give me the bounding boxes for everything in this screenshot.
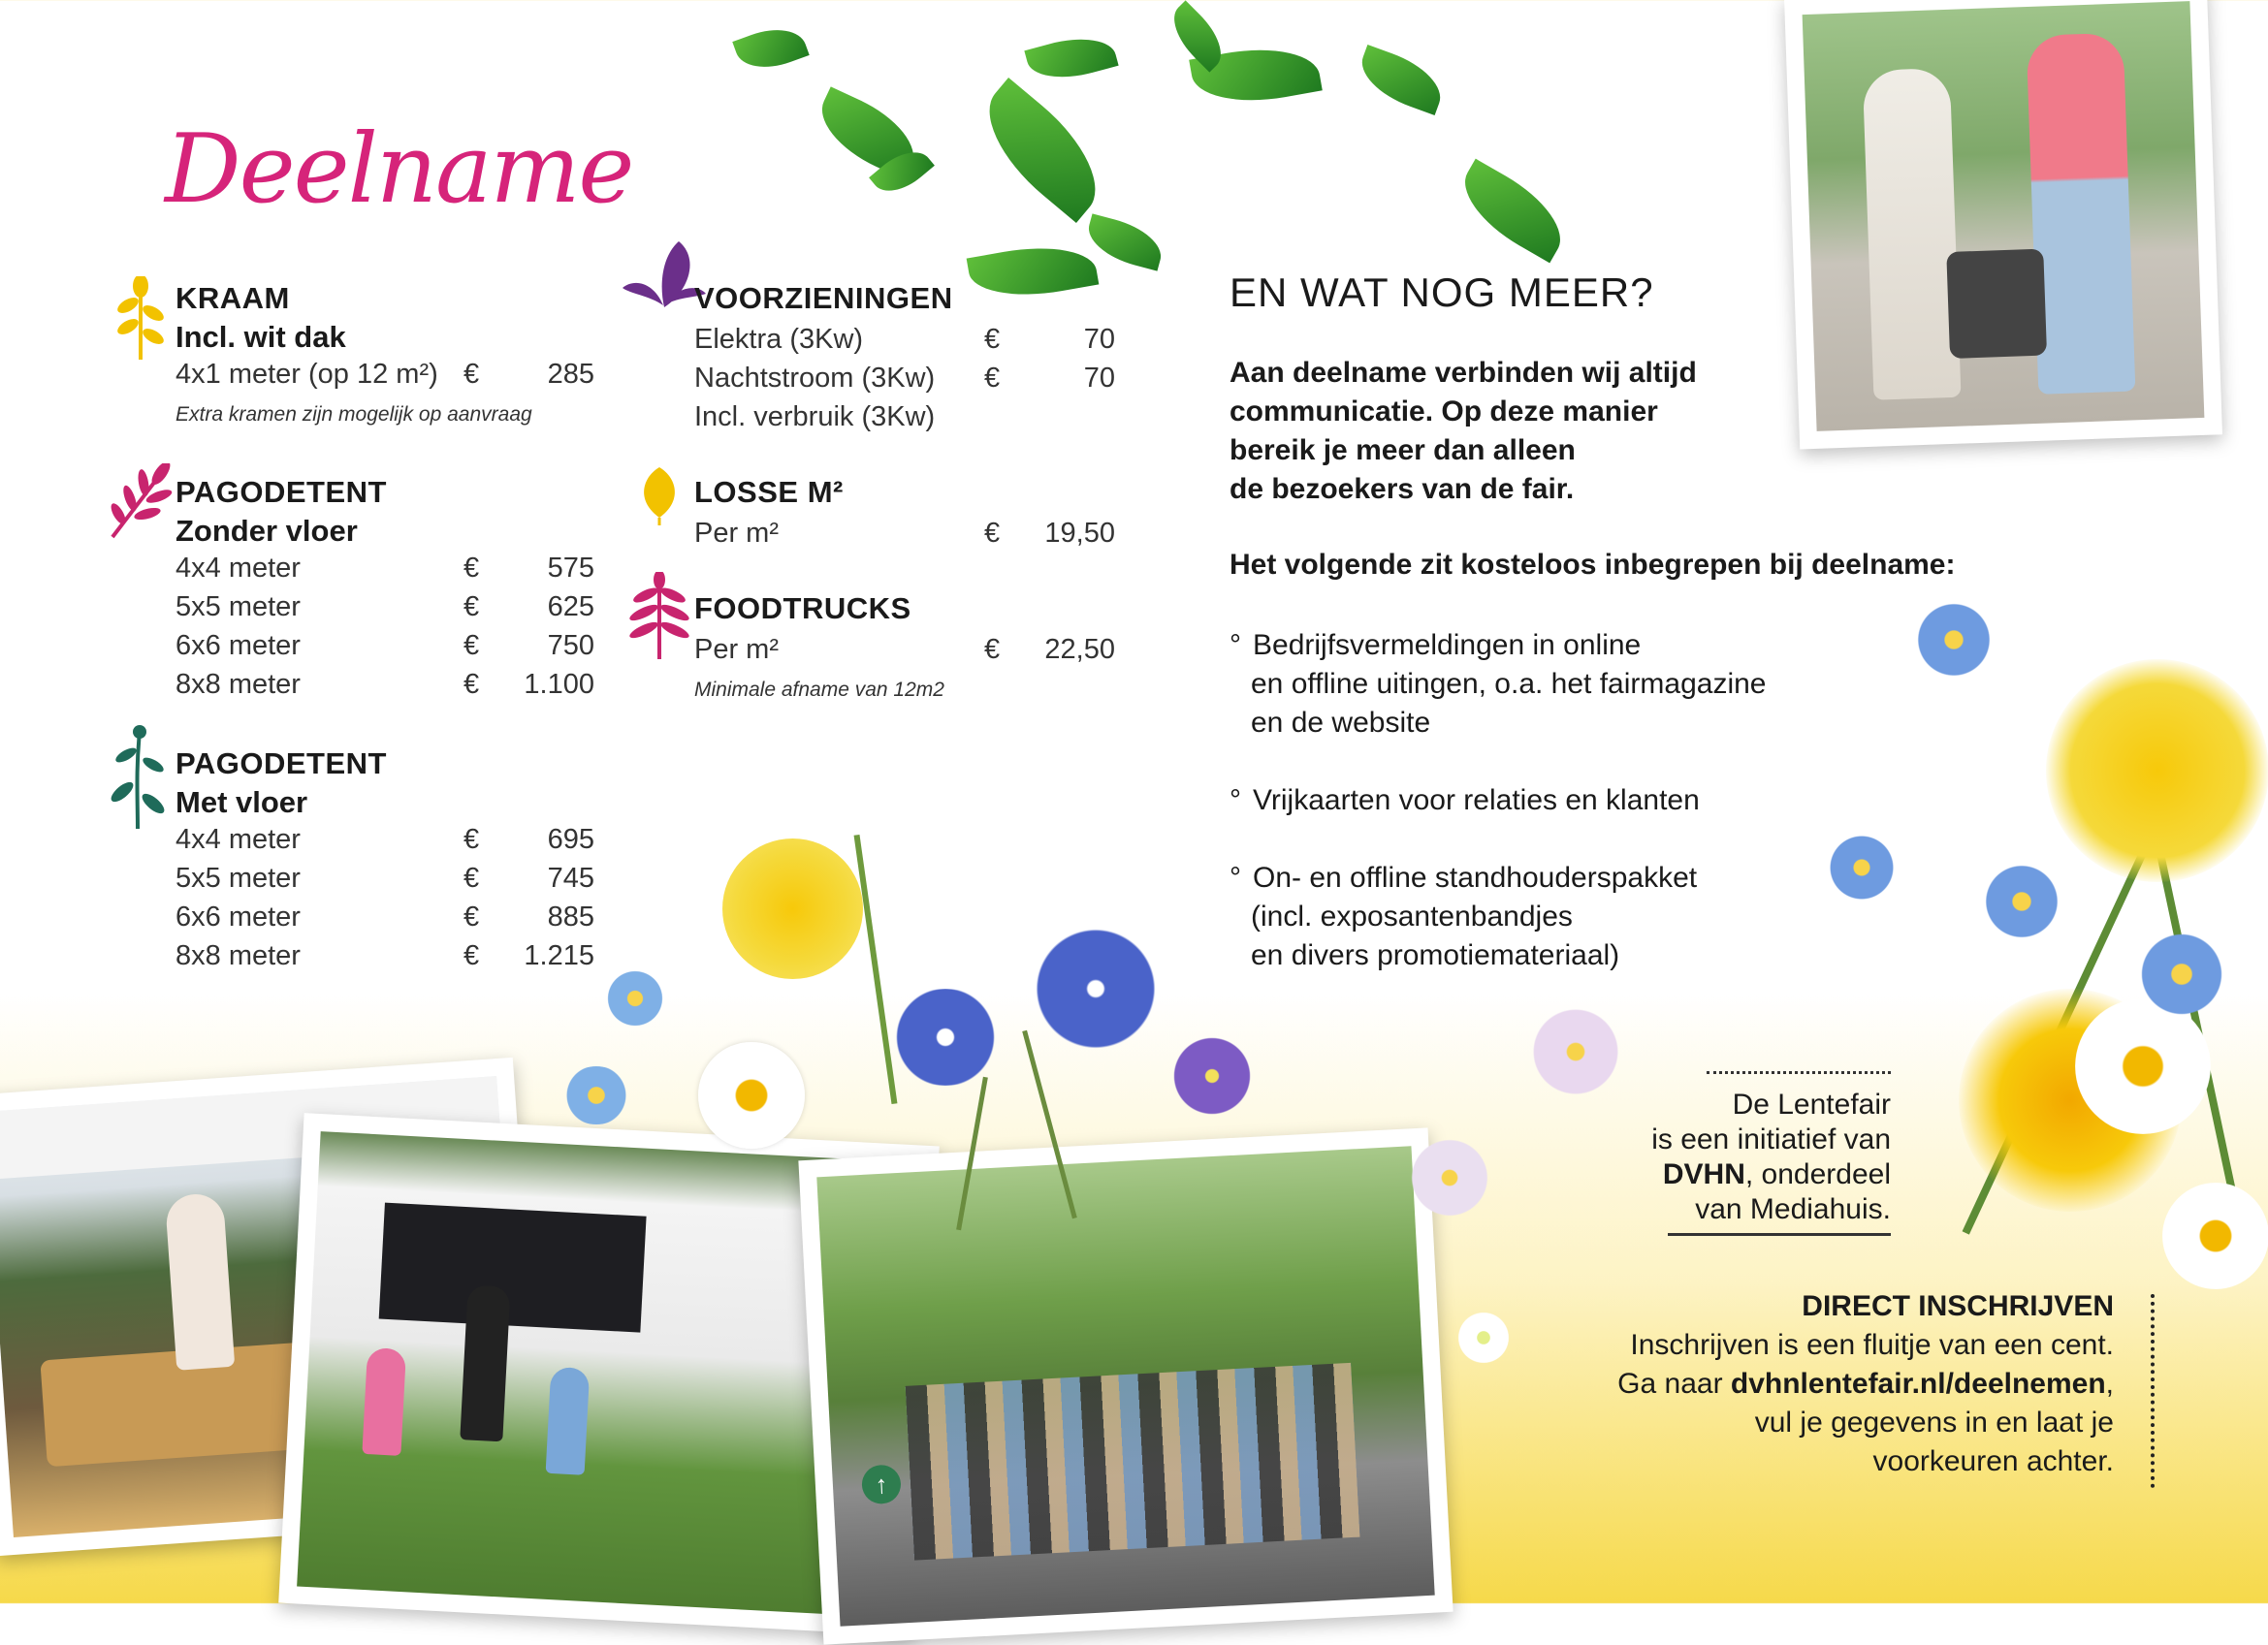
- bullet-line: On- en offline standhouderspakket: [1253, 862, 1698, 894]
- price-label: 4x4 meter: [176, 552, 301, 584]
- leaf-yellow-icon: [635, 465, 684, 525]
- price-label: 6x6 meter: [176, 629, 301, 661]
- arrow-up-sign-icon: ↑: [861, 1464, 902, 1504]
- price-amount: 70: [1083, 323, 1115, 355]
- price-row: [694, 630, 1115, 669]
- section-title: EN WAT NOG MEER?: [1230, 269, 1654, 315]
- price-label: Incl. verbruik (3Kw): [694, 400, 936, 432]
- price-amount: 625: [547, 590, 594, 622]
- price-label: Nachtstroom (3Kw): [694, 362, 936, 394]
- foodtrucks-heading: FOODTRUCKS: [694, 591, 911, 625]
- currency: €: [984, 633, 1001, 665]
- price-label: 4x1 meter (op 12 m²): [176, 358, 438, 390]
- currency: €: [463, 358, 480, 390]
- currency: €: [463, 862, 480, 894]
- currency: €: [463, 552, 480, 584]
- solid-divider: [1668, 1233, 1891, 1236]
- bullet-line: Bedrijfsvermeldingen in online: [1253, 629, 1642, 661]
- initiative-credit: [1571, 1071, 1891, 1236]
- credit-line: , onderdeel: [1744, 1158, 1891, 1190]
- price-amount: 1.215: [524, 939, 594, 971]
- price-row: [176, 936, 594, 975]
- price-amount: 695: [547, 823, 594, 855]
- price-amount: 22,50: [1044, 633, 1115, 665]
- price-row: [176, 859, 594, 898]
- price-row: [176, 549, 594, 587]
- pagodetent-heading: PAGODETENT: [176, 475, 387, 509]
- bullet-marker: °: [1230, 629, 1241, 661]
- credit-line: van Mediahuis.: [1695, 1193, 1891, 1225]
- currency: €: [984, 362, 1001, 394]
- pagodetent-zonder-section: [176, 475, 594, 704]
- intro-line: bereik je meer dan alleen: [1230, 434, 1576, 466]
- price-row: [694, 320, 1115, 359]
- leaf-sprig-magenta-icon: [105, 463, 173, 541]
- currency: €: [463, 823, 480, 855]
- photo-visitors-walking: [1784, 0, 2222, 449]
- voorzieningen-heading: VOORZIENINGEN: [694, 281, 953, 315]
- foodtrucks-note: Minimale afname van 12m2: [694, 679, 944, 701]
- price-row: [176, 587, 594, 626]
- kraam-note: Extra kramen zijn mogelijk op aanvraag: [176, 403, 532, 426]
- bullet-line: en de website: [1251, 707, 1431, 739]
- foodtrucks-section: [694, 591, 1115, 702]
- pagodetent-subheading: Met vloer: [176, 785, 308, 819]
- price-label: 6x6 meter: [176, 901, 301, 933]
- kraam-section: [176, 281, 594, 427]
- bullet-line: (incl. exposantenbandjes: [1251, 901, 1573, 933]
- price-amount: 285: [547, 358, 594, 390]
- currency: €: [463, 939, 480, 971]
- bullet-item: [1230, 781, 1947, 820]
- price-row: [694, 514, 1115, 553]
- price-amount: 70: [1083, 362, 1115, 394]
- price-row: [176, 355, 594, 394]
- intro-line: Aan deelname verbinden wij altijd: [1230, 357, 1697, 389]
- page-title: Deelname: [165, 114, 633, 225]
- price-label: 5x5 meter: [176, 862, 301, 894]
- price-amount: 750: [547, 629, 594, 661]
- price-amount: 885: [547, 901, 594, 933]
- bullet-item: [1230, 626, 1947, 743]
- price-label: Per m²: [694, 633, 779, 665]
- price-amount: 1.100: [524, 668, 594, 700]
- kraam-subheading: Incl. wit dak: [176, 320, 346, 354]
- price-label: Per m²: [694, 517, 779, 549]
- price-label: 8x8 meter: [176, 939, 301, 971]
- bullet-line: en offline uitingen, o.a. het fairmagazine: [1251, 668, 1767, 700]
- losse-heading: LOSSE M²: [694, 475, 844, 509]
- voorzieningen-section: [694, 281, 1115, 436]
- currency: €: [463, 629, 480, 661]
- punctuation: ,: [2105, 1368, 2114, 1400]
- price-row: [176, 626, 594, 665]
- credit-line: is een initiatief van: [1651, 1123, 1891, 1155]
- currency: €: [463, 590, 480, 622]
- currency: €: [463, 668, 480, 700]
- register-line: Ga naar: [1617, 1368, 1731, 1400]
- register-line: voorkeuren achter.: [1872, 1445, 2114, 1477]
- included-heading: Het volgende zit kosteloos inbegrepen bij deelname:: [1230, 549, 1956, 581]
- currency: €: [984, 517, 1001, 549]
- register-block: [1493, 1287, 2114, 1481]
- intro-line: communicatie. Op deze manier: [1230, 395, 1658, 427]
- dotted-divider: [1707, 1071, 1891, 1074]
- dotted-vertical-divider: [2151, 1294, 2155, 1488]
- fern-magenta-icon: [628, 572, 690, 661]
- price-amount: 19,50: [1044, 517, 1115, 549]
- bullet-line: en divers promotiemateriaal): [1251, 939, 1620, 971]
- currency: €: [984, 323, 1001, 355]
- bullet-line: Vrijkaarten voor relaties en klanten: [1253, 784, 1700, 816]
- bullet-marker: °: [1230, 862, 1241, 894]
- register-line: vul je gegevens in en laat je: [1754, 1407, 2114, 1439]
- intro-line: de bezoekers van de fair.: [1230, 473, 1575, 505]
- price-row: [176, 820, 594, 859]
- currency: €: [463, 901, 480, 933]
- kraam-heading: KRAAM: [176, 281, 290, 315]
- price-row: [176, 665, 594, 704]
- price-amount: 745: [547, 862, 594, 894]
- pagodetent-met-section: [176, 746, 594, 975]
- price-amount: 575: [547, 552, 594, 584]
- register-line: Inschrijven is een fluitje van een cent.: [1630, 1329, 2114, 1361]
- losse-section: [694, 475, 1115, 553]
- pagodetent-subheading: Zonder vloer: [176, 514, 358, 548]
- price-label: 5x5 meter: [176, 590, 301, 622]
- register-link[interactable]: dvhnlentefair.nl/deelnemen: [1730, 1368, 2106, 1400]
- register-heading: DIRECT INSCHRIJVEN: [1802, 1290, 2114, 1322]
- brand-name: DVHN: [1662, 1158, 1745, 1190]
- price-row: [694, 359, 1115, 397]
- price-label: 4x4 meter: [176, 823, 301, 855]
- flower-sprig-teal-icon: [109, 722, 167, 831]
- credit-line: De Lentefair: [1732, 1089, 1891, 1121]
- leaf-sprig-yellow-icon: [114, 276, 167, 362]
- photo-crowd-market: [798, 1127, 1453, 1644]
- price-row: [694, 397, 1115, 436]
- price-label: 8x8 meter: [176, 668, 301, 700]
- price-row: [176, 898, 594, 936]
- price-label: Elektra (3Kw): [694, 323, 864, 355]
- bullet-marker: °: [1230, 784, 1241, 816]
- pagodetent-heading: PAGODETENT: [176, 746, 387, 780]
